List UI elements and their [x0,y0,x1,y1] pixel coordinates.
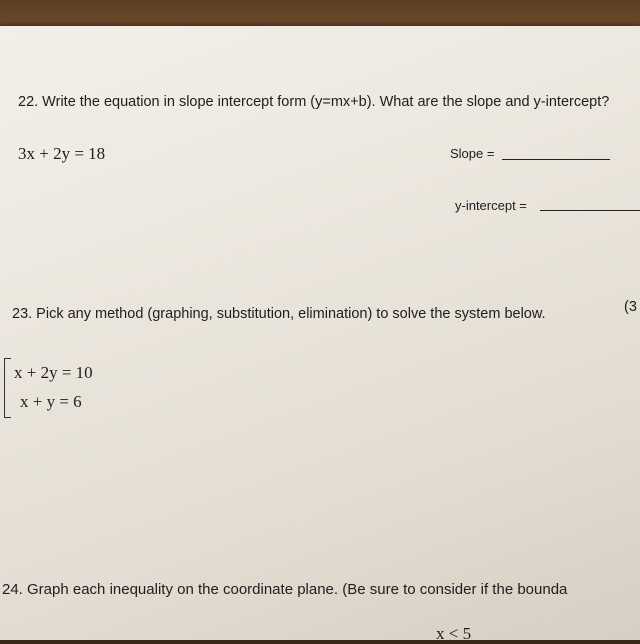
system-brace [4,358,11,418]
system-equation-1: x + 2y = 10 [14,363,93,382]
slope-label: Slope = [450,146,495,161]
question-23-points: (3 [624,299,637,315]
question-22-text: 22. Write the equation in slope intercept form (y=mx+b). What are the slope and y-intercept? [18,94,610,110]
y-intercept-answer-blank[interactable] [540,210,640,211]
system-equation-2: x + y = 6 [20,392,82,411]
slope-answer-blank[interactable] [502,159,610,160]
worksheet-page [0,26,640,643]
question-23-text: 23. Pick any method (graphing, substitution, elimination) to solve the system below. [12,306,546,322]
question-24-inequality: x < 5 [436,624,472,643]
question-24-text: 24. Graph each inequality on the coordinate plane. (Be sure to consider if the bounda [2,581,568,598]
question-22-equation: 3x + 2y = 18 [18,144,106,163]
y-intercept-label: y-intercept = [455,198,527,213]
